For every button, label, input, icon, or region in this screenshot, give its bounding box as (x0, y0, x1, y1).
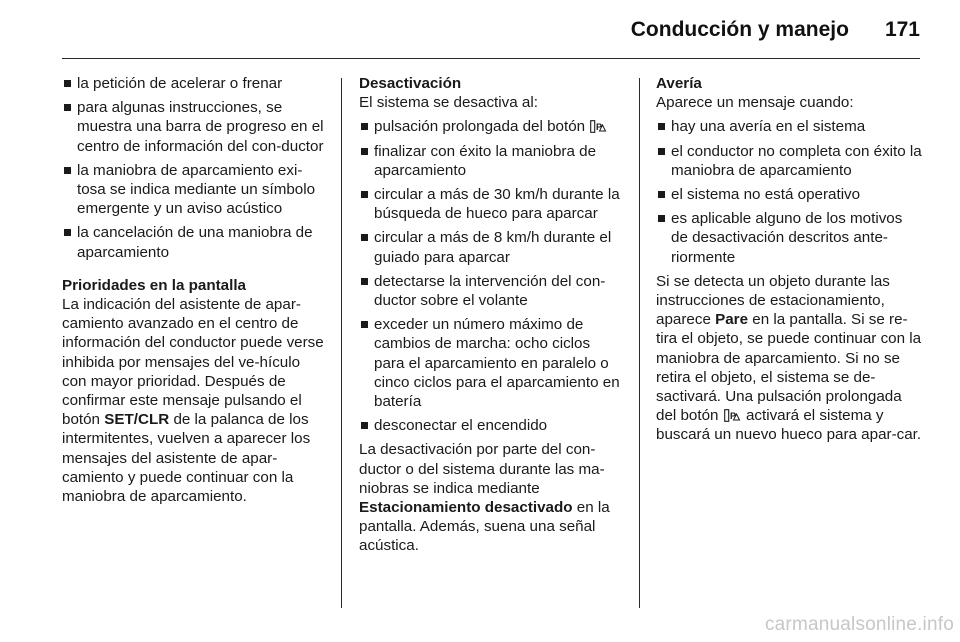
list-item: la maniobra de aparcamiento exi-tosa se indica mediante un símbolo emergente y un aviso acústico (62, 161, 324, 219)
column-divider-right (639, 78, 640, 608)
svg-text:P: P (596, 122, 603, 133)
list-item: circular a más de 8 km/h durante el guiado para aparcar (359, 228, 621, 266)
list-item: desconectar el encendido (359, 416, 621, 435)
page-header (0, 10, 920, 50)
column-left (62, 74, 324, 511)
list-item: finalizar con éxito la maniobra de aparcamiento (359, 142, 621, 180)
fault-paragraph: Si se detecta un objeto durante las instrucciones de estacionamiento, aparece Pare en la pantalla. Si se re-tira el objeto, se puede continuar con la maniobra de aparcamiento. Si no se retira el objeto, el sistema se de-sactivará. Una pulsación prolongada del botón P activará el sistema y buscará un nuevo hueco para apar-car. (656, 272, 922, 444)
column-divider-left (341, 78, 342, 608)
list-item: pulsación prolongada del botón P (359, 117, 621, 136)
stop-label: Pare (715, 311, 749, 329)
parking-assist-icon (724, 409, 741, 422)
list-item: hay una avería en el sistema (656, 117, 922, 136)
priorities-paragraph: La indicación del asistente de apar-camiento avanzado en el centro de información del conductor puede verse inhibida por mensajes del ve-hículo con mayor prioridad. Después de confirmar este mensaje pulsando el botón SET/CLR de la palanca de los intermitentes, vuelven a aparecer los mensajes del asistente de apar-camiento y puede continuar con la maniobra de aparcamiento. (62, 296, 324, 506)
set-clr-label: SET/CLR (104, 411, 170, 429)
section-heading-priorities: Prioridades en la pantalla (62, 276, 247, 294)
list-item: es aplicable alguno de los motivos de desactivación descritos ante-riormente (656, 209, 922, 267)
parking-assist-icon (590, 120, 607, 133)
watermark: carmanualsonline.info (764, 614, 954, 635)
header-rule (62, 58, 920, 59)
list-item: la petición de acelerar o frenar (62, 74, 324, 93)
list-item: circular a más de 30 km/h durante la búsqueda de hueco para aparcar (359, 185, 621, 223)
list-item: detectarse la intervención del con-ductor sobre el volante (359, 272, 621, 310)
deactivation-intro: El sistema se desactiva al: (359, 94, 538, 112)
list-item: exceder un número máximo de cambios de marcha: ocho ciclos para el aparcamiento en paralelo o cinco ciclos para el aparcamiento en batería (359, 315, 621, 411)
page-number: 171 (884, 18, 920, 41)
column-middle (359, 74, 621, 561)
section-heading-deactivation: Desactivación (359, 75, 462, 92)
section-heading-fault: Avería (656, 75, 702, 92)
list-item: el sistema no está operativo (656, 185, 922, 204)
list-item: la cancelación de una maniobra de aparcamiento (62, 223, 324, 261)
parking-deactivated-label: Estacionamiento desactivado (359, 499, 573, 517)
svg-text:P: P (729, 411, 736, 422)
column-right (656, 74, 922, 450)
deactivation-paragraph: La desactivación por parte del con-ductor o del sistema durante las ma-niobras se indica mediante Estacionamiento desactivado en la pantalla. Además, suena una señal acústica. (359, 441, 610, 555)
fault-intro: Aparece un mensaje cuando: (656, 94, 854, 112)
list-item: para algunas instrucciones, se muestra una barra de progreso en el centro de información del con-ductor (62, 98, 324, 156)
list-item: el conductor no completa con éxito la maniobra de aparcamiento (656, 142, 922, 180)
page-title: Conducción y manejo (630, 18, 849, 41)
